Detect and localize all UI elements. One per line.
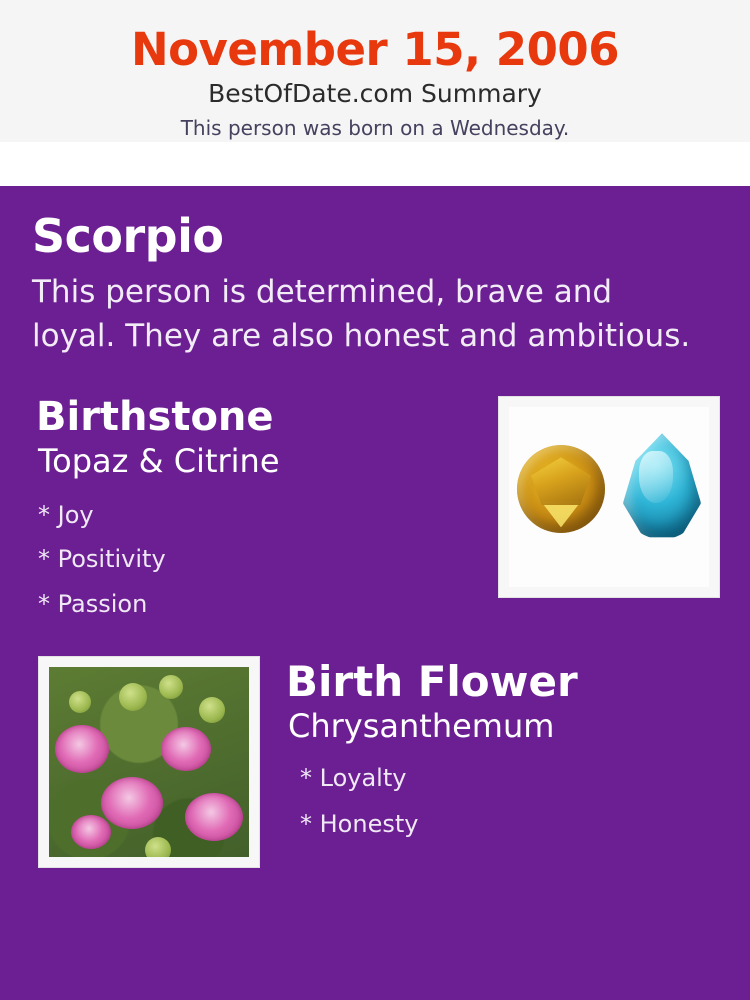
topaz-gem-icon bbox=[623, 433, 701, 539]
birth-flower-photo-inner bbox=[49, 667, 249, 857]
site-summary-label: BestOfDate.com Summary bbox=[208, 79, 542, 109]
birthstone-photo bbox=[498, 396, 720, 598]
zodiac-sign-name: Scorpio bbox=[32, 209, 224, 263]
chrysanthemum-bloom-icon bbox=[101, 777, 163, 829]
birth-flower-trait: * Honesty bbox=[300, 810, 419, 839]
page-title: November 15, 2006 bbox=[130, 23, 620, 76]
birthstone-trait: * Joy bbox=[38, 500, 94, 529]
content-panel bbox=[0, 186, 750, 1000]
chrysanthemum-bloom-icon bbox=[185, 793, 243, 841]
header bbox=[0, 0, 750, 146]
birth-flower-trait: * Loyalty bbox=[300, 764, 407, 793]
birth-flower-section bbox=[0, 656, 750, 886]
birthstone-photo-inner bbox=[509, 407, 709, 587]
birthstone-trait: * Positivity bbox=[38, 545, 166, 574]
chrysanthemum-bloom-icon bbox=[55, 725, 109, 773]
born-day-text: This person was born on a Wednesday. bbox=[180, 116, 570, 141]
citrine-gem-icon bbox=[517, 445, 605, 533]
birthstone-names: Topaz & Citrine bbox=[38, 442, 280, 481]
birth-flower-name: Chrysanthemum bbox=[288, 707, 555, 746]
flower-bud-icon bbox=[145, 837, 171, 857]
birthstone-title: Birthstone bbox=[36, 394, 274, 441]
birthstone-trait: * Passion bbox=[38, 589, 148, 618]
birth-flower-text bbox=[286, 656, 720, 847]
birth-flower-title: Birth Flower bbox=[286, 657, 578, 707]
zodiac-description: This person is determined, brave and loyal. They are also honest and ambitious. bbox=[32, 274, 691, 355]
birthstone-section bbox=[0, 396, 750, 626]
birth-flower-photo bbox=[38, 656, 260, 868]
header-divider bbox=[0, 146, 750, 152]
zodiac-section bbox=[0, 186, 750, 358]
